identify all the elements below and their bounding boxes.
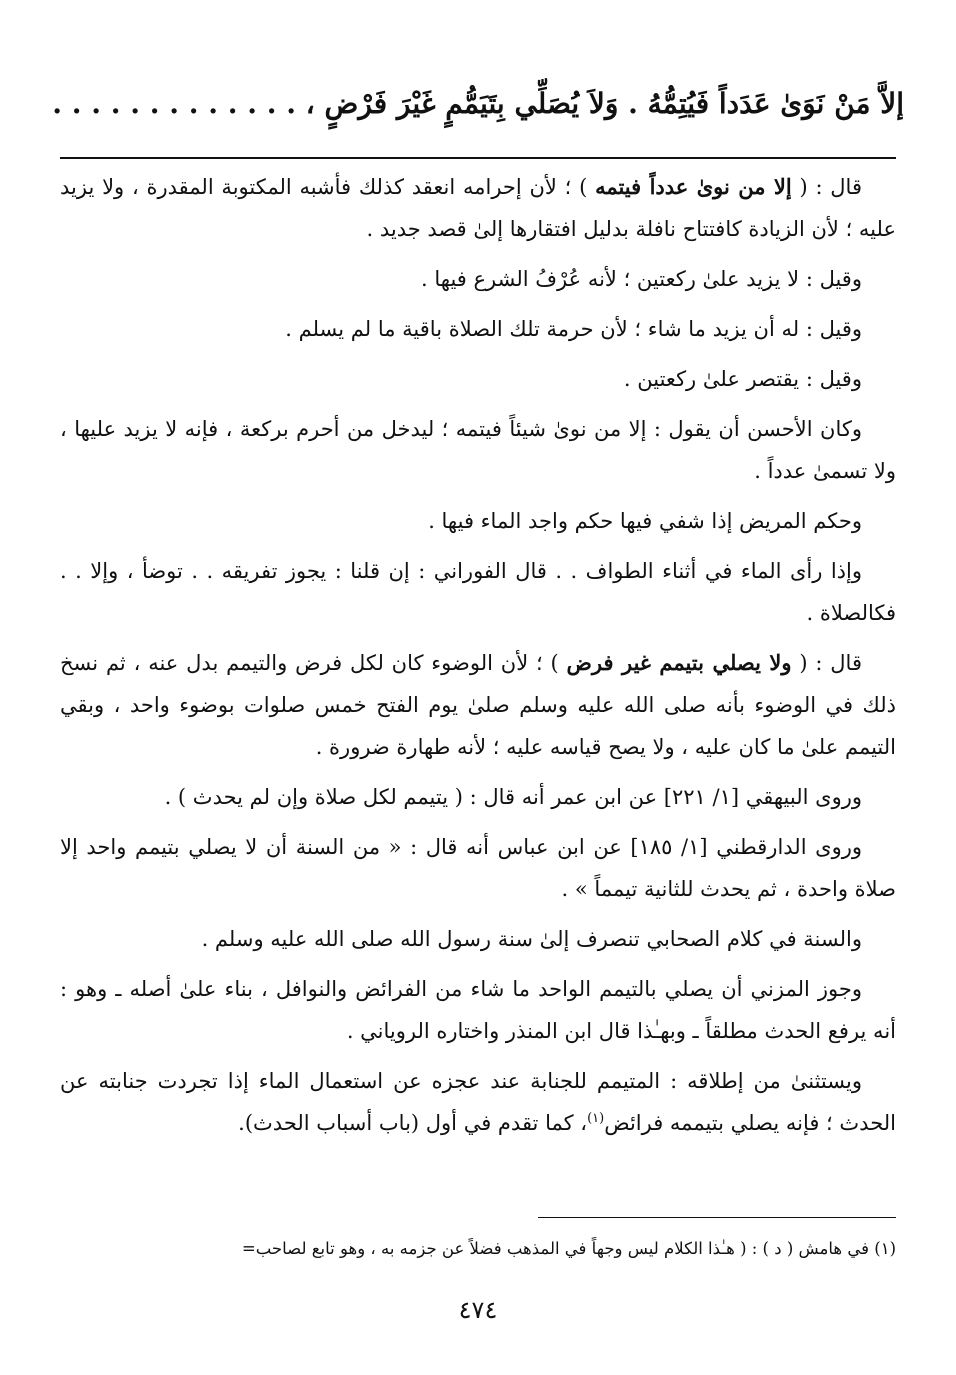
- header-divider: [60, 157, 896, 159]
- footnote-ref[interactable]: (١): [587, 1111, 605, 1126]
- matn-text: إلاَّ مَنْ نَوَىٰ عَدَداً فَيُتِمُّهُ . وَلاَ يُصَلِّي بِتَيَمُّمٍ غَيْرَ فَرْضٍ ،: [305, 87, 904, 120]
- matn-dots: . . . . . . . . . . . . .: [52, 87, 296, 120]
- paragraph: ويستثنىٰ من إطلاقه : المتيمم للجنابة عند عجزه عن استعمال الماء إذا تجردت جنابته عن الحدث ؛ فإنه يصلي بتيممه فرائض$^{(١)}$، كما تقدم في أول (باب أسباب الحدث).: [60, 1069, 896, 1135]
- paragraph: وروى الدارقطني [١/ ١٨٥] عن ابن عباس أنه قال : « من السنة أن لا يصلي بتيمم واحد إلا صلاة واحدة ، ثم يحدث للثانية تيمماً » .: [60, 835, 896, 901]
- paragraph: وكان الأحسن أن يقول : إلا من نوىٰ شيئاً فيتمه ؛ ليدخل من أحرم بركعة ، فإنه لا يزيد عليها ، ولا تسمىٰ عدداً .: [60, 417, 896, 483]
- paragraph: وروى البيهقي [١/ ٢٢١] عن ابن عمر أنه قال : ( يتيمم لكل صلاة وإن لم يحدث ) .: [164, 785, 862, 809]
- footnote: (١) في هامش ( د ) : ( هـٰذا الكلام ليس وجهاً في المذهب فضلاً عن جزمه به ، وهو تابع لصاحب=: [241, 1239, 896, 1258]
- quoted-matn: إلا من نوىٰ عدداً فيتمه: [595, 174, 792, 199]
- page-number: ٤٧٤: [458, 1296, 498, 1324]
- paragraph: وقيل : لا يزيد علىٰ ركعتين ؛ لأنه عُرْفُ الشرع فيها .: [421, 267, 862, 291]
- main-text-line: [52, 76, 904, 132]
- paragraph: وحكم المريض إذا شفي فيها حكم واجد الماء فيها .: [428, 509, 862, 533]
- paragraph: والسنة في كلام الصحابي تنصرف إلىٰ سنة رسول الله صلى الله عليه وسلم .: [201, 927, 862, 951]
- commentary-body: [60, 166, 896, 1152]
- quoted-matn: ولا يصلي بتيمم غير فرض: [566, 650, 792, 675]
- paragraph: وجوز المزني أن يصلي بالتيمم الواحد ما شاء من الفرائض والنوافل ، بناء علىٰ أصله ـ وهو : أنه يرفع الحدث مطلقاً ـ وبهـٰذا قال ابن المنذر واختاره الروياني .: [60, 977, 896, 1043]
- footnote-divider: [538, 1217, 896, 1218]
- paragraph: وقيل : يقتصر علىٰ ركعتين .: [623, 367, 862, 391]
- paragraph: قال : ( ولا يصلي بتيمم غير فرض ) ؛ لأن الوضوء كان لكل فرض والتيمم بدل عنه ، ثم نسخ ذلك في الوضوء بأنه صلى الله عليه وسلم صلىٰ يوم الفتح خمس صلوات بوضوء واحد ، وبقي التيمم علىٰ ما كان عليه ، ولا يصح قياسه عليه ؛ لأنه طهارة ضرورة .: [60, 650, 896, 759]
- paragraph: وإذا رأى الماء في أثناء الطواف . . قال الفوراني : إن قلنا : يجوز تفريقه . . توضأ ، وإلا . . فكالصلاة .: [60, 559, 896, 625]
- paragraph: وقيل : له أن يزيد ما شاء ؛ لأن حرمة تلك الصلاة باقية ما لم يسلم .: [285, 317, 862, 341]
- paragraph: قال : ( إلا من نوىٰ عدداً فيتمه ) ؛ لأن إحرامه انعقد كذلك فأشبه المكتوبة المقدرة ، ولا يزيد عليه ؛ لأن الزيادة كافتتاح نافلة بدليل افتقارها إلىٰ قصد جديد .: [60, 174, 896, 241]
